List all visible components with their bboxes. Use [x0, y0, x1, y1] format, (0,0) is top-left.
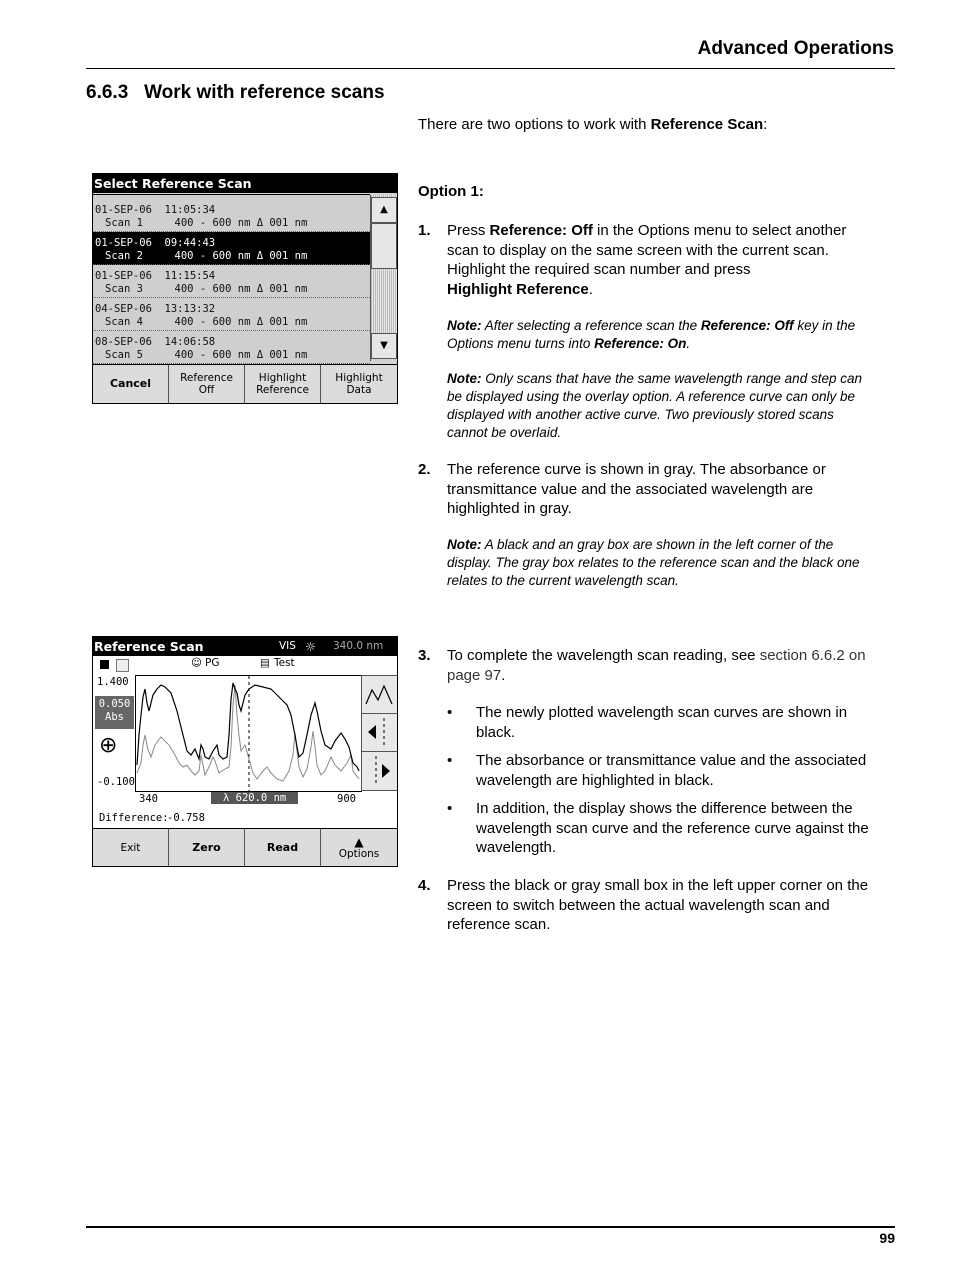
- x-max-label: 900: [337, 793, 356, 805]
- reference-off-button[interactable]: Reference Off: [169, 365, 245, 403]
- cursor-left-button[interactable]: [361, 713, 398, 752]
- exit-button[interactable]: Exit: [93, 829, 169, 866]
- step-3: 3. To complete the wavelength scan reading, see section 6.6.2 on page 97.: [418, 647, 866, 684]
- test-label: Test: [274, 657, 295, 669]
- scan-row-4[interactable]: 04-SEP-06 13:13:32 Scan 4 400 - 600 nm Δ 001 nm: [93, 298, 370, 331]
- sample-icon: ☺: [191, 657, 202, 669]
- screen-title-bar: [93, 637, 397, 656]
- options-arrow-icon: ▲: [354, 834, 364, 849]
- scan-list: [93, 194, 370, 365]
- reference-scan-screen: [92, 636, 398, 867]
- bullet-list: • The newly plotted wavelength scan curves are shown in black. • The absorbance or transmittance value and the associated wavelength are highlighted in black. • In addition, the display shows the difference between the wavelength scan curve and the reference curve against the wavelength.: [447, 704, 869, 856]
- zoom-icon[interactable]: ⊕: [99, 733, 118, 758]
- highlight-reference-button[interactable]: Highlight Reference: [245, 365, 321, 403]
- section-link[interactable]: section 6.6.2 on: [759, 647, 866, 664]
- options-label: Options: [338, 847, 380, 860]
- y-max-label: 1.400: [97, 676, 129, 688]
- intro-text: There are two options to work with Reference Scan:: [418, 116, 768, 133]
- scroll-down-button[interactable]: ▼: [371, 333, 397, 359]
- step-4: 4. Press the black or gray small box in the left upper corner on the screen to switch between the actual wavelength scan and reference scan.: [418, 877, 869, 933]
- options-button[interactable]: [321, 829, 397, 866]
- difference-label: Difference:: [99, 812, 169, 824]
- header-rule: [86, 68, 895, 69]
- difference-value: -0.758: [167, 812, 205, 824]
- section-title: 6.6.3 Work with reference scans: [86, 82, 385, 103]
- footer-rule: [86, 1226, 895, 1228]
- step-2: 2. The reference curve is shown in gray. The absorbance or transmittance value and the associated wavelength are highlighted in gray.: [418, 461, 826, 517]
- cancel-button[interactable]: Cancel: [93, 365, 169, 403]
- option-label: Option 1:: [418, 183, 484, 200]
- scroll-up-button[interactable]: ▲: [371, 197, 397, 223]
- note-1: Note: After selecting a reference scan the Reference: Off key in the Options menu turns into Reference: On.: [447, 318, 856, 351]
- arrow-left-icon: [362, 714, 397, 751]
- x-min-label: 340: [139, 793, 158, 805]
- arrow-right-icon: [362, 752, 397, 790]
- test-icon: ▤: [260, 657, 270, 669]
- page-number: 99: [879, 1230, 895, 1246]
- scan-row-2[interactable]: 01-SEP-06 09:44:43 Scan 2 400 - 600 nm Δ 001 nm: [93, 232, 370, 265]
- abs-value-box: 0.050 Abs: [95, 696, 134, 729]
- cursor-right-button[interactable]: [361, 751, 398, 791]
- mode-label: VIS: [279, 640, 296, 652]
- softkey-bar: [93, 828, 397, 866]
- curve-icon: [362, 676, 397, 713]
- step-1: 1. Press Reference: Off in the Options menu to select another scan to display on the same screen with the current scan. Highlight the required scan number and press Highlight Reference.: [418, 222, 847, 298]
- page-link[interactable]: page 97: [447, 666, 502, 684]
- sample-label: PG: [205, 657, 220, 669]
- scroll-thumb[interactable]: [371, 223, 397, 269]
- y-min-label: -0.100: [97, 776, 135, 788]
- curve-view-button[interactable]: [361, 675, 398, 714]
- note-2: Note: Only scans that have the same wavelength range and step can be displayed using the overlay option. A reference curve can only be displayed with another active curve. Two previously stored scans cannot be overlaid.: [447, 371, 862, 440]
- scan-plot: [135, 675, 362, 793]
- screen-title: Reference Scan: [94, 639, 204, 654]
- current-scan-box[interactable]: [100, 660, 109, 669]
- running-header: Advanced Operations: [697, 38, 894, 59]
- select-reference-scan-screen: [92, 173, 398, 404]
- read-button[interactable]: Read: [245, 829, 321, 866]
- zero-button[interactable]: Zero: [169, 829, 245, 866]
- scan-row-5[interactable]: 08-SEP-06 14:06:58 Scan 5 400 - 600 nm Δ 001 nm: [93, 331, 370, 364]
- note-3: Note: A black and an gray box are shown in the left corner of the display. The gray box relates to the reference scan and the black one relates to the current wavelength scan.: [447, 537, 860, 588]
- softkey-bar: [93, 364, 397, 403]
- scrollbar[interactable]: [370, 195, 397, 361]
- scan-row-1[interactable]: 01-SEP-06 11:05:34 Scan 1 400 - 600 nm Δ 001 nm: [93, 199, 370, 232]
- cursor-wavelength-box: λ 620.0 nm: [211, 792, 298, 804]
- scan-row-3[interactable]: 01-SEP-06 11:15:54 Scan 3 400 - 600 nm Δ 001 nm: [93, 265, 370, 298]
- highlight-data-button[interactable]: Highlight Data: [321, 365, 397, 403]
- reference-scan-box[interactable]: [116, 659, 129, 672]
- wavelength-readout: 340.0 nm: [333, 640, 384, 652]
- lamp-icon: ☼: [305, 639, 317, 654]
- screen-title: Select Reference Scan: [93, 174, 397, 193]
